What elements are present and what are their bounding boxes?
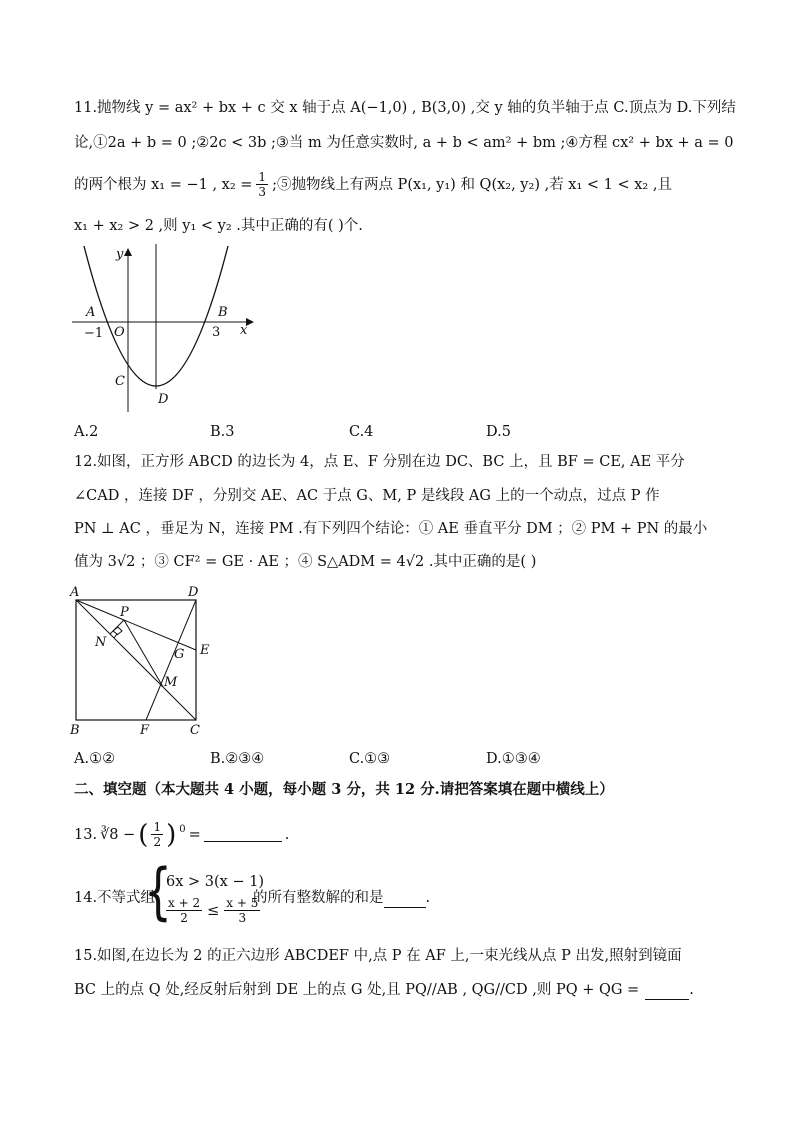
q13-expr: ∛8 − bbox=[100, 826, 136, 843]
q11-fraction bbox=[256, 170, 268, 199]
q12-label-F: F bbox=[140, 723, 150, 738]
q12-line-DF bbox=[146, 600, 196, 720]
q11-line-3b: ;⑤抛物线上有两点 P(x₁, y₁) 和 Q(x₂, y₂) ,若 x₁ < 1 < x₂ ,且 bbox=[272, 176, 672, 193]
q11-label-3: 3 bbox=[212, 325, 221, 340]
q12-label-M: M bbox=[164, 675, 178, 690]
q14-frac-1-den: 2 bbox=[180, 911, 188, 925]
q14-frac-2-num: x + 5 bbox=[226, 896, 259, 910]
q14-frac-1 bbox=[166, 896, 202, 925]
q13-paren-open: ( bbox=[138, 819, 149, 850]
q13-frac-den: 2 bbox=[153, 835, 162, 849]
q15-end: . bbox=[689, 982, 694, 998]
q12-label-B: B bbox=[70, 723, 80, 738]
q12-option-b[interactable]: B.②③④ bbox=[210, 751, 265, 767]
q13-frac-num: 1 bbox=[153, 820, 162, 834]
q14-prefix: 14.不等式组 bbox=[74, 890, 156, 906]
q12-line-2: ∠CAD ，连接 DF ，分别交 AE、AC 于点 G、M, P 是线段 AG 上的一个动点，过点 P 作 bbox=[74, 488, 660, 504]
q14-ineq-1: 6x > 3(x − 1) bbox=[166, 874, 265, 890]
q11-line-3a: 的两个根为 x₁ = −1 , x₂ = bbox=[74, 176, 253, 193]
q14-frac-2-den: 3 bbox=[238, 911, 247, 925]
q13-equals: = bbox=[188, 826, 201, 843]
q12-label-N: N bbox=[95, 635, 107, 650]
q12-label-E: E bbox=[200, 643, 210, 658]
q11-line-2: 论,①2a + b = 0 ;②2c < 3b ;③当 m 为任意实数时, a + b < am² + bm ;④方程 cx² + bx + a = 0 bbox=[74, 135, 734, 151]
q12-option-a[interactable]: A.①② bbox=[74, 751, 116, 767]
q14-le: ≤ bbox=[207, 902, 220, 919]
q11-frac-num: 1 bbox=[258, 170, 267, 184]
q14-brace: { bbox=[144, 856, 172, 928]
section-2-heading: 二、填空题（本大题共 4 小题，每小题 3 分，共 12 分.请把答案填在题中横线上） bbox=[74, 781, 614, 798]
q11-line-4: x₁ + x₂ > 2 ,则 y₁ < y₂ .其中正确的有( )个. bbox=[74, 218, 363, 234]
q15-line-2-wrap bbox=[74, 980, 694, 1000]
q14-answer-blank[interactable] bbox=[384, 893, 426, 908]
q11-label-minus1: −1 bbox=[84, 326, 104, 341]
q12-square-figure bbox=[66, 582, 216, 738]
q11-label-x: x bbox=[240, 323, 248, 338]
q15-answer-blank[interactable] bbox=[645, 985, 689, 1000]
q12-option-d[interactable]: D.①③④ bbox=[486, 751, 541, 767]
q15-line-2: BC 上的点 Q 处,经反射后射到 DE 上的点 G 处,且 PQ//AB , QG//CD ,则 PQ + QG = bbox=[74, 982, 640, 998]
q13-end: . bbox=[284, 826, 290, 843]
q13-exponent: 0 bbox=[179, 824, 186, 835]
q11-option-b[interactable]: B.3 bbox=[210, 424, 235, 440]
q12-label-C: C bbox=[190, 723, 200, 738]
q12-label-D: D bbox=[188, 585, 199, 600]
q12-label-A: A bbox=[70, 585, 80, 600]
q11-label-y: y bbox=[116, 247, 124, 262]
q11-label-D: D bbox=[158, 392, 169, 407]
q13-fraction bbox=[151, 820, 163, 849]
q13-paren-close: ) bbox=[166, 819, 177, 850]
q11-y-arrow bbox=[124, 248, 132, 256]
q12-option-c[interactable]: C.①③ bbox=[349, 751, 391, 767]
q15-line-1: 15.如图,在边长为 2 的正六边形 ABCDEF 中,点 P 在 AF 上,一束光线从点 P 出发,照射到镜面 bbox=[74, 948, 682, 964]
q12-label-G: G bbox=[174, 647, 185, 662]
q13-answer-blank[interactable] bbox=[204, 827, 282, 842]
q12-line-1: 12.如图，正方形 ABCD 的边长为 4，点 E、F 分别在边 DC、BC 上，且 BF = CE, AE 平分 bbox=[74, 454, 685, 470]
q11-label-A: A bbox=[86, 305, 96, 320]
q14-suffix-line bbox=[253, 888, 430, 908]
q11-label-O: O bbox=[114, 325, 125, 340]
q11-option-c[interactable]: C.4 bbox=[349, 424, 374, 440]
q13-line bbox=[74, 820, 289, 849]
q11-line-1: 11.抛物线 y = ax² + bx + c 交 x 轴于点 A(−1,0) , B(3,0) ,交 y 轴的负半轴于点 C.顶点为 D.下列结 bbox=[74, 100, 736, 116]
q11-line-3 bbox=[74, 170, 672, 199]
q11-label-B: B bbox=[218, 305, 228, 320]
q11-option-a[interactable]: A.2 bbox=[74, 424, 99, 440]
q11-option-d[interactable]: D.5 bbox=[486, 424, 511, 440]
q12-line-PN bbox=[110, 620, 124, 634]
q13-prefix: 13. bbox=[74, 826, 98, 843]
q14-suffix: 的所有整数解的和是 bbox=[253, 890, 384, 906]
q12-label-P: P bbox=[120, 605, 129, 620]
q11-frac-den: 3 bbox=[258, 185, 267, 199]
q14-frac-1-num: x + 2 bbox=[168, 896, 201, 910]
q12-line-3: PN ⊥ AC ，垂足为 N，连接 PM .有下列四个结论：① AE 垂直平分 DM ；② PM + PN 的最小 bbox=[74, 521, 708, 537]
q14-ineq-2 bbox=[166, 896, 260, 925]
q11-label-C: C bbox=[115, 374, 125, 389]
q12-line-4: 值为 3√2 ；③ CF² = GE · AE ；④ S△ADM = 4√2 .其中正确的是( ) bbox=[74, 554, 537, 570]
q11-parabola-figure bbox=[70, 244, 260, 414]
q14-end: . bbox=[425, 890, 431, 906]
